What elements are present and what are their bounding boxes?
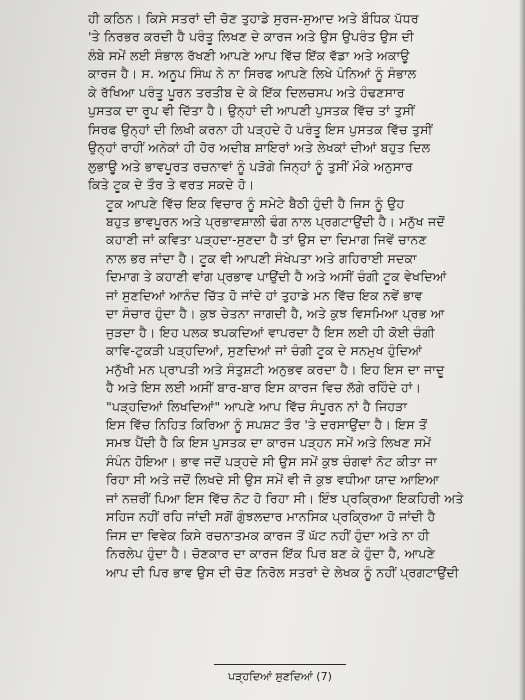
text-line: ਸੰਪੰਨ ਹੋਇਆ। ਭਾਵ ਜਦੋਂ ਪੜ੍ਹਦੇ ਸੀ ਉਸ ਸਮੇਂ ਕੁਝ ਚੰਗਵਾਂ ਨੋਟ ਕੀਤਾ ਜਾ bbox=[106, 453, 438, 469]
text-line: ਕਾਰਜ ਹੈ। ਸ. ਅਨੂਪ ਸਿੰਘ ਨੇ ਨਾ ਸਿਰਫ ਆਪਣੇ ਲਿਖੇ ਪੰਨਿਆਂ ਨੂੰ ਸੰਭਾਲ bbox=[88, 66, 417, 82]
text-line: ਜਾਂ ਨਜ਼ਰੀਂ ਪਿਆ ਇਸ ਵਿੱਚ ਨੋਟ ਹੋ ਰਿਹਾ ਸੀ। ਇੰਝ ਪ੍ਰਕ੍ਰਿਆ ਇਕਹਿਰੀ ਅਤੇ bbox=[106, 490, 464, 506]
text-line: ਲੁਭਾਊ ਅਤੇ ਭਾਵਪੂਰਤ ਰਚਨਾਵਾਂ ਨੂੰ ਪੜੋਗੇ ਜਿਨ੍ਹਾਂ ਨੂੰ ਤੁਸੀਂ ਮੌਕੇ ਅਨੁਸਾਰ bbox=[88, 158, 413, 174]
text-line: ਪੁਸਤਕ ਦਾ ਰੂਪ ਵੀ ਦਿੱਤਾ ਹੈ। ਉਨ੍ਹਾਂ ਦੀ ਆਪਣੀ ਪੁਸਤਕ ਵਿੱਚ ਤਾਂ ਤੁਸੀਂ bbox=[88, 103, 415, 119]
text-line: ਹੈ ਅਤੇ ਇਸ ਲਈ ਅਸੀਂ ਬਾਰ-ਬਾਰ ਇਸ ਕਾਰਜ ਵਿਚ ਲੱਗੇ ਰਹਿੰਦੇ ਹਾਂ। bbox=[106, 380, 422, 396]
text-line: ਕਾਵਿ-ਟੁਕੜੀ ਪੜ੍ਹਦਿਆਂ, ਸੁਣਦਿਆਂ ਜਾਂ ਚੰਗੀ ਟੂਕ ਦੇ ਸਨਮੁਖ ਹੁੰਦਿਆਂ bbox=[106, 343, 423, 359]
text-line: ਇਸ ਵਿੱਚ ਨਿਹਿਤ ਕਿਰਿਆ ਨੂੰ ਸਪਸ਼ਟ ਤੌਰ 'ਤੇ ਦਰਸਾਉਂਦਾ ਹੈ। ਇਸ ਤੋਂ bbox=[106, 416, 428, 432]
text-line: ਕਹਾਣੀ ਜਾਂ ਕਵਿਤਾ ਪੜ੍ਹਦਾ-ਸੁਣਦਾ ਹੈ ਤਾਂ ਉਸ ਦਾ ਦਿਮਾਗ ਜਿਵੇਂ ਚਾਨਣ bbox=[106, 232, 427, 248]
text-line: 'ਤੇ ਨਿਰਭਰ ਕਰਦੀ ਹੈ ਪਰੰਤੂ ਲਿਖਣ ਦੇ ਕਾਰਜ ਅਤੇ ਉਸ ਉਪਰੰਤ ਉਸ ਦੀ bbox=[88, 29, 414, 45]
text-line: ਸਿਰਫ ਉਨ੍ਹਾਂ ਦੀ ਲਿਖੀ ਕਰਨਾ ਹੀ ਪੜ੍ਹਦੇ ਹੋ ਪਰੰਤੂ ਇਸ ਪੁਸਤਕ ਵਿੱਚ ਤੁਸੀਂ bbox=[88, 121, 433, 137]
body-text bbox=[88, 10, 506, 582]
text-line: ਕਿਤੇ ਟੂਕ ਦੇ ਤੌਰ ਤੇ ਵਰਤ ਸਕਦੇ ਹੋ। bbox=[88, 177, 255, 193]
text-line: ਲੰਬੇ ਸਮੇਂ ਲਈ ਸੰਭਾਲ ਰੱਖਣੀ ਆਪਣੇ ਆਪ ਵਿੱਚ ਇੱਕ ਵੱਡਾ ਅਤੇ ਅਕਾਊ bbox=[88, 47, 410, 63]
text-line: ਨਿਰਲੇਪ ਹੁੰਦਾ ਹੈ। ਚੋਣਕਾਰ ਦਾ ਕਾਰਜ ਇੱਕ ਪਿਰ ਬਣ ਕੇ ਹੁੰਦਾ ਹੈ, ਆਪਣੇ bbox=[106, 546, 436, 562]
text-line: ਜੁੜਦਾ ਹੈ। ਇਹ ਪਲਕ ਝਪਕਦਿਆਂ ਵਾਪਰਦਾ ਹੈ ਇਸ ਲਈ ਹੀ ਕੋਈ ਚੰਗੀ bbox=[106, 324, 435, 340]
text-line: ਉਨ੍ਹਾਂ ਰਾਹੀਂ ਅਨੇਕਾਂ ਹੀ ਹੋਰ ਅਦੀਬ ਸ਼ਾਇਰਾਂ ਅਤੇ ਲੇਖਕਾਂ ਦੀਆਂ ਬਹੁਤ ਦਿਲ bbox=[88, 140, 431, 156]
text-line: ਸਮਝ ਪੈਂਦੀ ਹੈ ਕਿ ਇਸ ਪੁਸਤਕ ਦਾ ਕਾਰਜ ਪੜ੍ਹਨ ਸਮੇਂ ਅਤੇ ਲਿਖਣ ਸਮੇਂ bbox=[106, 435, 432, 451]
text-line: ਬਹੁਤ ਭਾਵਪੂਰਨ ਅਤੇ ਪ੍ਰਭਾਵਸ਼ਾਲੀ ਢੰਗ ਨਾਲ ਪ੍ਰਗਟਾਉਂਦੀ ਹੈ। ਮਨੁੱਖ ਜਦੋਂ bbox=[106, 213, 445, 229]
text-line: ਮਨੁੱਖੀ ਮਨ ਪ੍ਰਾਪਤੀ ਅਤੇ ਸੰਤੁਸ਼ਟੀ ਅਨੁਭਵ ਕਰਦਾ ਹੈ। ਇਹ ਇਸ ਦਾ ਜਾਦੂ bbox=[106, 361, 445, 377]
text-line: ਜਿਸ ਦਾ ਵਿਵੇਕ ਕਿਸੇ ਰਚਨਾਤਮਕ ਕਾਰਜ ਤੋਂ ਘੱਟ ਨਹੀਂ ਹੁੰਦਾ ਅਤੇ ਨਾ ਹੀ bbox=[106, 527, 430, 543]
paragraph-3 bbox=[88, 398, 506, 583]
text-line: ਆਪ ਦੀ ਪਿਰ ਭਾਵ ਉਸ ਦੀ ਚੋਣ ਨਿਰੋਲ ਸਤਰਾਂ ਦੇ ਲੇਖਕ ਨੂੰ ਨਹੀਂ ਪ੍ਰਗਟਾਉਂਦੀ bbox=[106, 564, 459, 580]
text-line: ਸਹਿਜ ਨਹੀਂ ਰਹਿ ਜਾਂਦੀ ਸਗੋਂ ਗੁੰਝਲਦਾਰ ਮਾਨਸਿਕ ਪ੍ਰਕ੍ਰਿਆ ਹੋ ਜਾਂਦੀ ਹੈ bbox=[106, 509, 436, 525]
text-line: ਜਾਂ ਸੁਣਦਿਆਂ ਆਨੰਦ ਚਿੱਤ ਹੋ ਜਾਂਦੇ ਹਾਂ ਤੁਹਾਡੇ ਮਨ ਵਿੱਚ ਇਕ ਨਵੇਂ ਭਾਵ bbox=[106, 287, 423, 303]
page-edge-shadow bbox=[519, 0, 525, 700]
text-line: ਕੇ ਰੱਖਿਆ ਪਰੰਤੂ ਪੂਰਨ ਤਰਤੀਬ ਦੇ ਕੇ ਇੱਕ ਦਿਲਚਸਪ ਅਤੇ ਹੰਢਣਸਾਰ bbox=[88, 84, 405, 100]
text-line: ਹੀ ਕਠਿਨ। ਕਿਸੇ ਸਤਰਾਂ ਦੀ ਚੋਣ ਤੁਹਾਡੇ ਸੁਰਜ-ਸੁਆਦ ਅਤੇ ਬੌਧਿਕ ਪੱਧਰ bbox=[88, 11, 419, 26]
footer-rule bbox=[214, 664, 346, 665]
paragraph-1 bbox=[88, 10, 506, 195]
text-line: ਨਾਲ ਭਰ ਜਾਂਦਾ ਹੈ। ਟੂਕ ਵੀ ਆਪਣੀ ਸੰਖੇਪਤਾ ਅਤੇ ਗਹਿਰਾਈ ਸਦਕਾ bbox=[106, 250, 417, 266]
paragraph-2 bbox=[88, 195, 506, 398]
text-line: ਰਿਹਾ ਸੀ ਅਤੇ ਜਦੋਂ ਲਿਖਦੇ ਸੀ ਉਸ ਸਮੇਂ ਵੀ ਜੋ ਕੁਝ ਵਧੀਆ ਯਾਦ ਆਇਆ bbox=[106, 472, 440, 488]
text-line: ਦਾ ਸੰਚਾਰ ਹੁੰਦਾ ਹੈ। ਕੁਝ ਚੇਤਨਾ ਜਾਗਦੀ ਹੈ, ਅਤੇ ਕੁਝ ਵਿਸਮਿਆ ਪ੍ਰਭ ਆ bbox=[106, 306, 445, 322]
text-line: ਦਿਮਾਗ ਤੇ ਕਹਾਣੀ ਵਾਂਗ ਪ੍ਰਭਾਵ ਪਾਉਂਦੀ ਹੈ ਅਤੇ ਅਸੀਂ ਚੰਗੀ ਟੂਕ ਵੇਖਦਿਆਂ bbox=[106, 269, 447, 285]
text-line: "ਪੜ੍ਹਦਿਆਂ ਲਿਖਦਿਆਂ" ਆਪਣੇ ਆਪ ਵਿੱਚ ਸੰਪੂਰਨ ਨਾਂ ਹੈ ਜਿਹੜਾ bbox=[106, 398, 408, 414]
running-footer: ਪੜ੍ਹਦਿਆਂ ਸੁਣਦਿਆਂ (7) bbox=[228, 670, 332, 683]
text-line: ਟੂਕ ਆਪਣੇ ਵਿੱਚ ਇਕ ਵਿਚਾਰ ਨੂੰ ਸਮੇਟੇ ਬੈਠੀ ਹੁੰਦੀ ਹੈ ਜਿਸ ਨੂੰ ਉਹ bbox=[106, 195, 405, 211]
